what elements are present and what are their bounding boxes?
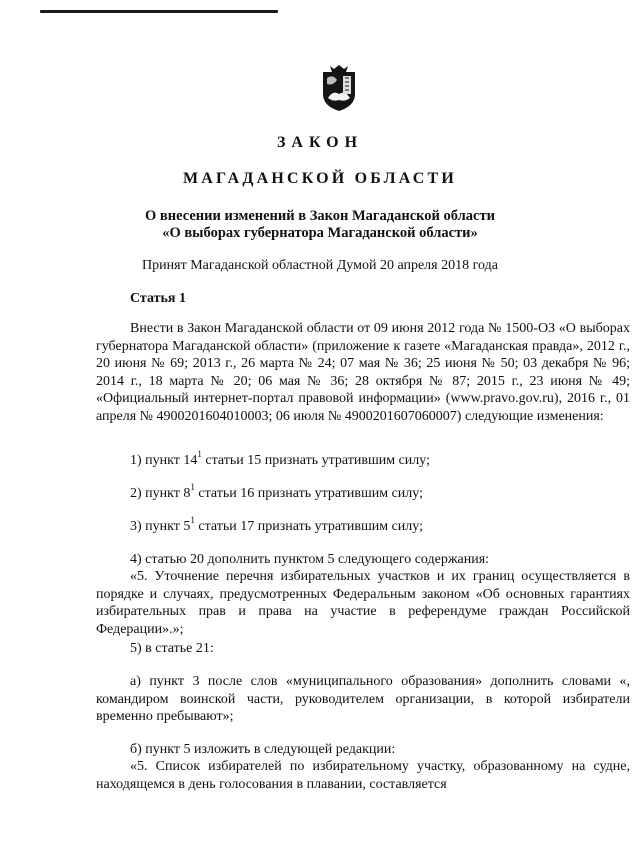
list-item-5a: а) пункт 3 после слов «муниципального образования» дополнить словами «, командиром воинской части, руководителем организации, в которой избиратели временно пребывают»; xyxy=(96,674,630,724)
law-heading: ЗАКОН xyxy=(276,134,364,151)
list-item-5: 5) в статье 21: xyxy=(130,641,214,656)
article-title: Статья 1 xyxy=(130,291,186,306)
subtitle-line-2: «О выборах губернатора Магаданской области» xyxy=(162,225,478,241)
list-item-5b: б) пункт 5 изложить в следующей редакции: xyxy=(130,742,396,757)
subtitle-line-1: О внесении изменений в Закон Магаданской области xyxy=(145,208,495,224)
list-item-1: 1) пункт $14^1$ статьи 15 признать утратившим силу; xyxy=(130,449,430,468)
adoption-note: Принят Магаданской областной Думой 20 апреля 2018 года xyxy=(142,258,498,273)
region-heading: МАГАДАНСКОЙ ОБЛАСТИ xyxy=(182,170,458,187)
law-subtitle xyxy=(0,208,640,242)
coat-of-arms-icon xyxy=(321,64,357,112)
scan-edge-rule xyxy=(40,10,278,13)
list-item-2: 2) пункт $8^1$ статьи 16 признать утратившим силу; xyxy=(130,482,423,501)
list-item-4: 4) статью 20 дополнить пунктом 5 следующего содержания: xyxy=(130,552,490,567)
list-item-5b-quote: «5. Список избирателей по избирательному участку, образованному на судне, находящемся в день голосования в плавании, составляется xyxy=(96,759,630,792)
intro-paragraph: Внести в Закон Магаданской области от 09 июня 2012 года № 1500-ОЗ «О выборах губернатора Магаданской области» (приложение к газете «Магаданская правда», 2012 г., 20 июня № 69; 2013 г., 26 марта № 24; 07 мая № 36; 25 июня № 50; 03 декабря № 96; 2014 г., 18 марта № 20; 06 мая № 36; 28 октября № 87; 2015 г., 23 июня № 49; «Официальный интернет-портал правовой информации» (www.pravo.gov.ru), 2016 г., 01 апреля № 4900201604010003; 06 июля № 4900201607060007) следующие изменения: xyxy=(96,321,630,424)
list-item-3: 3) пункт $5^1$ статьи 17 признать утратившим силу; xyxy=(130,515,423,534)
list-item-4-quote: «5. Уточнение перечня избирательных участков и их границ осуществляется в порядке и случаях, предусмотренных Федеральным законом «Об основных гарантиях избирательных прав и права на участие в референдуме граждан Российской Федерации».»; xyxy=(96,569,630,637)
